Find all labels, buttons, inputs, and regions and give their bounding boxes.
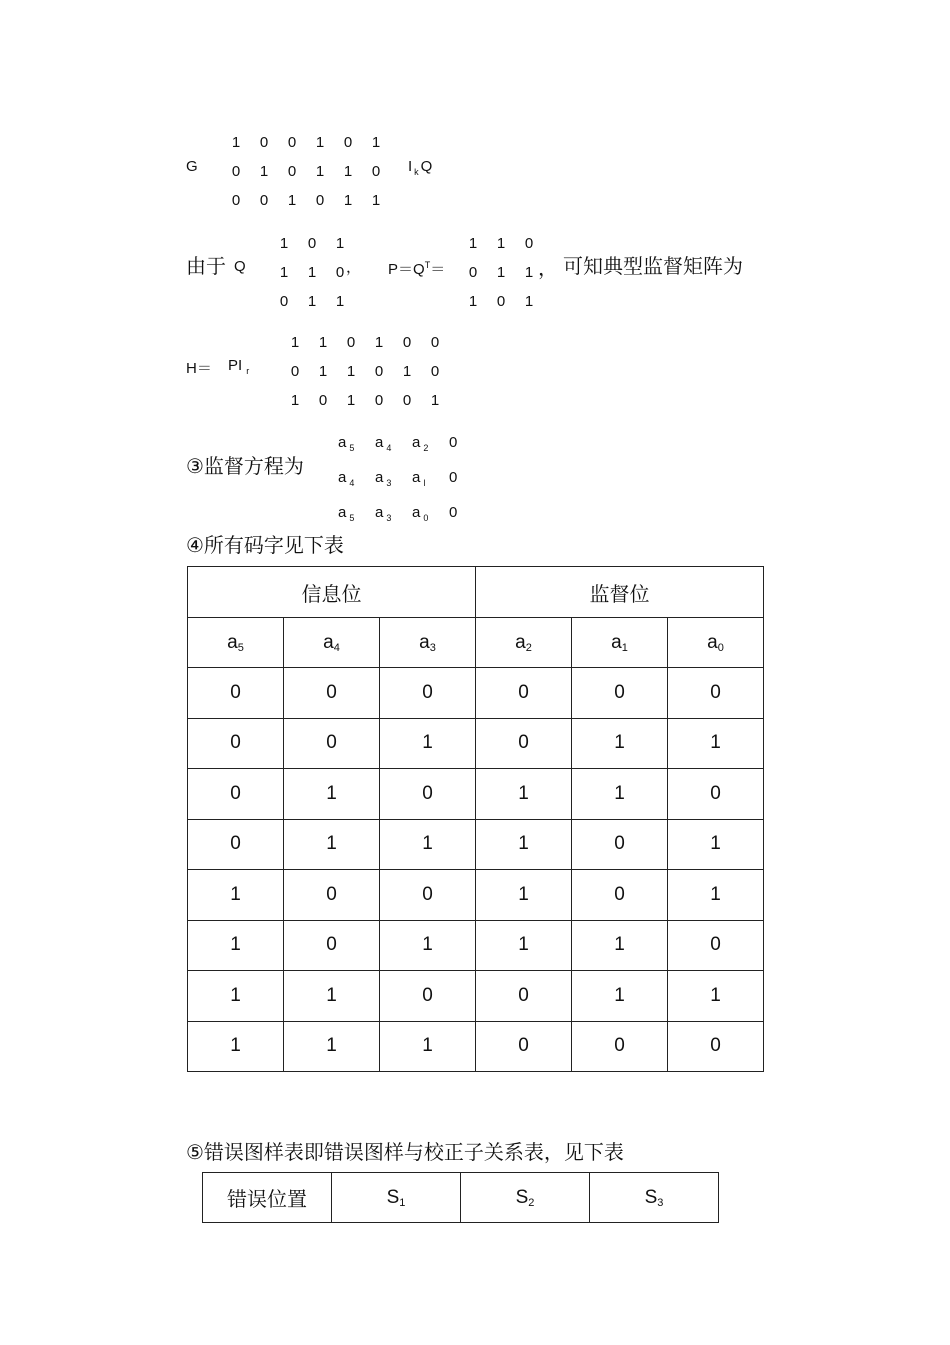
g-label: G	[186, 158, 198, 175]
h-matrix-cell: 0	[290, 363, 300, 380]
q-matrix-cell: 1	[279, 264, 289, 281]
table-cell: 1	[284, 819, 380, 870]
h-matrix-cell: 0	[430, 334, 440, 351]
pt-matrix-cell: 0	[468, 264, 478, 281]
table-cell: 0	[668, 920, 764, 971]
since-text: 由于	[186, 254, 226, 278]
q-matrix-cell: 1	[335, 293, 345, 310]
parity-equation	[338, 463, 486, 498]
g-matrix-cell: 0	[315, 192, 325, 209]
q-label: Q	[234, 258, 246, 275]
column-header: a5	[188, 618, 284, 668]
g-matrix-cell: 0	[231, 163, 241, 180]
table-row	[188, 870, 764, 921]
step5-title: ⑤错误图样表即错误图样与校正子关系表，见下表	[186, 1140, 624, 1164]
g-matrix	[222, 128, 390, 215]
h-matrix	[281, 328, 449, 415]
h-matrix-row	[281, 357, 449, 386]
table-cell: 1	[668, 870, 764, 921]
h-label: H＝	[186, 360, 212, 377]
table-cell: 1	[572, 920, 668, 971]
g-matrix-cell: 1	[315, 163, 325, 180]
table-cell: 0	[668, 1021, 764, 1072]
q-matrix-cell: 1	[307, 293, 317, 310]
pt-matrix-cell: 1	[468, 293, 478, 310]
error-position-header: 错误位置	[203, 1173, 332, 1223]
h-matrix-cell: 1	[374, 334, 384, 351]
table-cell: 0	[572, 870, 668, 921]
h-matrix-cell: 1	[290, 334, 300, 351]
table-cell: 0	[668, 769, 764, 820]
table-cell: 1	[380, 1021, 476, 1072]
table-row	[188, 668, 764, 719]
table-cell: 0	[188, 769, 284, 820]
g-matrix-row	[222, 128, 390, 157]
table-row	[188, 819, 764, 870]
equation-term: 0	[449, 434, 458, 451]
equation-term: a $_3$	[375, 469, 392, 488]
step4-title: ④所有码字见下表	[186, 533, 344, 557]
g-matrix-cell: 1	[371, 134, 381, 151]
table-cell: 1	[380, 920, 476, 971]
g-matrix-cell: 1	[343, 192, 353, 209]
syndrome-header: S1	[332, 1173, 461, 1223]
q-matrix-row	[270, 229, 354, 258]
parity-bits-header: 监督位	[476, 567, 764, 618]
table-cell: 1	[572, 971, 668, 1022]
equation-term: a $_3$	[375, 504, 392, 523]
g-matrix-cell: 1	[343, 163, 353, 180]
parity-equation	[338, 498, 486, 533]
pt-matrix-cell: 1	[524, 293, 534, 310]
q-matrix-cell: 1	[279, 235, 289, 252]
comma-1: ，	[346, 259, 362, 276]
table-cell: 1	[284, 769, 380, 820]
h-pi: PI $_r$	[228, 357, 250, 376]
equation-term: a $_5$	[338, 434, 355, 453]
q-matrix	[270, 229, 354, 316]
codeword-table	[187, 566, 764, 1072]
table-cell: 0	[284, 920, 380, 971]
g-matrix-cell: 0	[231, 192, 241, 209]
table-cell: 0	[668, 668, 764, 719]
column-header: a2	[476, 618, 572, 668]
g-matrix-row	[222, 186, 390, 215]
pt-matrix-cell: 1	[496, 235, 506, 252]
table-cell: 1	[284, 1021, 380, 1072]
pt-matrix-row	[459, 229, 543, 258]
h-matrix-cell: 1	[346, 392, 356, 409]
h-matrix-cell: 0	[374, 363, 384, 380]
table-cell: 0	[476, 718, 572, 769]
g-matrix-row	[222, 157, 390, 186]
p-equals-q-transpose: $P=Q^T=$	[388, 260, 446, 278]
table-row	[188, 920, 764, 971]
g-matrix-cell: 0	[287, 134, 297, 151]
h-matrix-cell: 0	[430, 363, 440, 380]
h-matrix-cell: 0	[402, 392, 412, 409]
table-cell: 0	[380, 668, 476, 719]
table-cell: 1	[572, 718, 668, 769]
comma-2: ，	[538, 256, 558, 280]
pt-matrix	[459, 229, 543, 316]
h-matrix-cell: 0	[402, 334, 412, 351]
table-cell: 0	[380, 870, 476, 921]
equation-term: 0	[449, 504, 458, 521]
h-matrix-cell: 1	[430, 392, 440, 409]
g-matrix-cell: 1	[315, 134, 325, 151]
column-header: a0	[668, 618, 764, 668]
syndrome-header: S2	[461, 1173, 590, 1223]
syndrome-table	[202, 1172, 719, 1223]
table-cell: 1	[188, 1021, 284, 1072]
g-matrix-cell: 0	[287, 163, 297, 180]
table-cell: 0	[284, 718, 380, 769]
step3-title: ③监督方程为	[186, 454, 304, 478]
column-header: a1	[572, 618, 668, 668]
h-matrix-row	[281, 328, 449, 357]
g-matrix-cell: 1	[259, 163, 269, 180]
table-cell: 1	[476, 920, 572, 971]
table-cell: 1	[668, 819, 764, 870]
table-cell: 0	[476, 668, 572, 719]
conclusion-text: 可知典型监督矩阵为	[563, 254, 743, 278]
table-cell: 0	[572, 1021, 668, 1072]
table-cell: 1	[476, 870, 572, 921]
table-cell: 1	[188, 920, 284, 971]
table-row	[188, 718, 764, 769]
equation-term: a $_4$	[375, 434, 392, 453]
table-cell: 1	[380, 718, 476, 769]
g-matrix-cell: 0	[259, 192, 269, 209]
pt-matrix-cell: 0	[496, 293, 506, 310]
g-matrix-cell: 0	[371, 163, 381, 180]
info-bits-header: 信息位	[188, 567, 476, 618]
table-cell: 1	[284, 971, 380, 1022]
parity-equation	[338, 428, 486, 463]
h-matrix-cell: 1	[318, 334, 328, 351]
table-cell: 1	[668, 718, 764, 769]
table-cell: 1	[476, 819, 572, 870]
table-row	[188, 971, 764, 1022]
table-cell: 0	[572, 819, 668, 870]
table-cell: 0	[284, 870, 380, 921]
table-cell: 0	[476, 1021, 572, 1072]
h-matrix-cell: 1	[402, 363, 412, 380]
pt-matrix-cell: 1	[524, 264, 534, 281]
syndrome-header: S3	[590, 1173, 719, 1223]
table-cell: 1	[188, 971, 284, 1022]
q-matrix-cell: 1	[307, 264, 317, 281]
h-matrix-cell: 1	[290, 392, 300, 409]
g-identity-q: I $_k$ Q	[408, 158, 433, 177]
equation-term: a $_l$	[412, 469, 426, 488]
equation-term: a $_2$	[412, 434, 429, 453]
q-matrix-cell: 0	[279, 293, 289, 310]
h-matrix-cell: 0	[346, 334, 356, 351]
pt-matrix-cell: 1	[496, 264, 506, 281]
equation-term: 0	[449, 469, 458, 486]
g-matrix-cell: 1	[231, 134, 241, 151]
q-matrix-cell: 1	[335, 235, 345, 252]
table-cell: 0	[380, 769, 476, 820]
table-row	[188, 769, 764, 820]
table-cell: 0	[572, 668, 668, 719]
h-matrix-cell: 0	[374, 392, 384, 409]
table-row	[188, 1021, 764, 1072]
table-cell: 0	[284, 668, 380, 719]
table-cell: 1	[380, 819, 476, 870]
table-cell: 1	[188, 870, 284, 921]
table-cell: 0	[188, 668, 284, 719]
pt-matrix-cell: 1	[468, 235, 478, 252]
table-cell: 0	[188, 819, 284, 870]
pt-matrix-cell: 0	[524, 235, 534, 252]
column-header: a4	[284, 618, 380, 668]
table-cell: 1	[476, 769, 572, 820]
q-matrix-row	[270, 287, 354, 316]
table-cell: 0	[380, 971, 476, 1022]
g-matrix-cell: 0	[259, 134, 269, 151]
pt-matrix-row	[459, 287, 543, 316]
g-matrix-cell: 0	[343, 134, 353, 151]
h-matrix-cell: 0	[318, 392, 328, 409]
pt-matrix-row	[459, 258, 543, 287]
g-matrix-cell: 1	[371, 192, 381, 209]
table-cell: 0	[188, 718, 284, 769]
g-matrix-cell: 1	[287, 192, 297, 209]
h-matrix-row	[281, 386, 449, 415]
equation-term: a $_0$	[412, 504, 429, 523]
table-cell: 1	[572, 769, 668, 820]
table-cell: 0	[476, 971, 572, 1022]
q-matrix-cell: 0	[307, 235, 317, 252]
h-matrix-cell: 1	[318, 363, 328, 380]
equation-term: a $_5$	[338, 504, 355, 523]
parity-equations	[338, 428, 486, 533]
equation-term: a $_4$	[338, 469, 355, 488]
h-matrix-cell: 1	[346, 363, 356, 380]
table-cell: 1	[668, 971, 764, 1022]
q-matrix-cell: 0	[335, 264, 345, 281]
q-matrix-row	[270, 258, 354, 287]
column-header: a3	[380, 618, 476, 668]
